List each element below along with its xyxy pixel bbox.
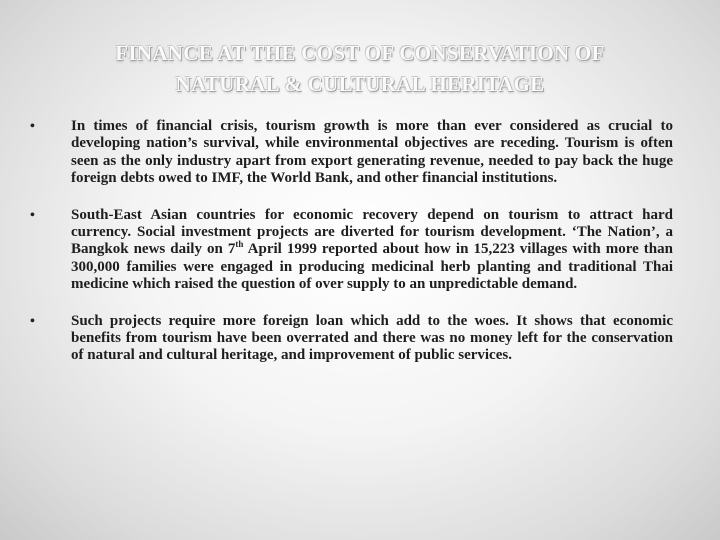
bullet-item-2: [0, 207, 720, 294]
slide-title-line-1: FINANCE AT THE COST OF CONSERVATION OF: [115, 41, 605, 65]
bullet-text-2-part-1: South-East Asian countries for economic recovery depend on tourism to attract hard currency. Social investment projects are diverted for tourism development. ‘The Nation’, a Bangkok news daily on 7: [71, 206, 673, 258]
bullet-item-3: [0, 313, 720, 365]
bullet-text-2: [71, 207, 673, 294]
ordinal-suffix: th: [235, 239, 244, 250]
bullet-item-1: [0, 118, 720, 188]
bullet-dot-icon: •: [30, 119, 35, 134]
slide-title: [40, 38, 680, 100]
bullet-text-1: In times of financial crisis, tourism growth is more than ever considered as crucial to developing nation’s survival, while environmental objectives are receding. Tourism is often seen as the only industry apart from export generating revenue, needed to pay back the huge foreign debts owed to IMF, the World Bank, and other financial institutions.: [71, 118, 673, 187]
slide-title-line-2: NATURAL & CULTURAL HERITAGE: [175, 72, 545, 96]
bullet-text-3: Such projects require more foreign loan which add to the woes. It shows that economic benefits from tourism have been overrated and there was no money left for the conservation of natural and cultural heritage, and improvement of public services.: [71, 312, 673, 364]
bullet-text-2-part-2: April 1999 reported about how in 15,223 villages with more than 300,000 families were engaged in producing medicinal herb planting and traditional Thai medicine which raised the question of over supply to an unpredictable demand.: [71, 241, 673, 293]
bullet-dot-icon: •: [30, 207, 35, 223]
bullet-list: [0, 118, 720, 384]
bullet-dot-icon: •: [30, 313, 35, 329]
